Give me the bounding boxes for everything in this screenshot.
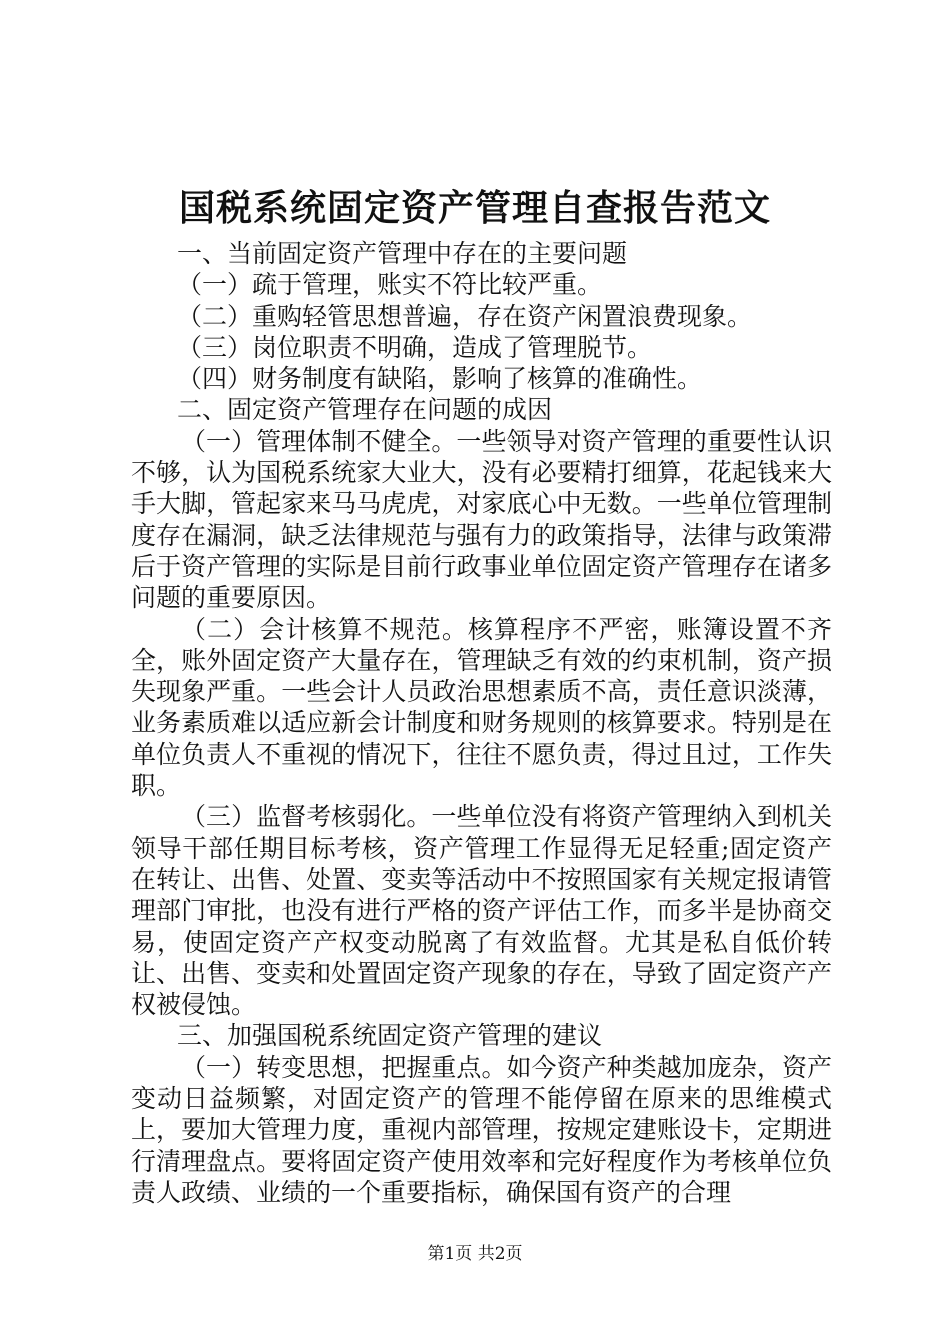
section-heading-2: 二、固定资产管理存在问题的成因 — [177, 395, 553, 425]
document-body — [131, 238, 832, 1208]
list-item: （二）重购轻管思想普遍，存在资产闲置浪费现象。 — [177, 301, 753, 331]
list-item: （一）疏于管理，账实不符比较严重。 — [177, 270, 603, 300]
paragraph: （三）监督考核弱化。一些单位没有将资产管理纳入到机关领导干部任期目标考核，资产管理工作显得无足轻重;固定资产在转让、出售、处置、变卖等活动中不按照国家有关规定报请管理部门审批，也没有进行严格的资产评估工作，而多半是协商交易，使固定资产产权变动脱离了有效监督。尤其是私自低价转让、出售、变卖和处置固定资产现象的存在，导致了固定资产产权被侵蚀。 — [131, 802, 832, 1020]
list-item: （三）岗位职责不明确，造成了管理脱节。 — [177, 332, 653, 362]
paragraph: （一）管理体制不健全。一些领导对资产管理的重要性认识不够，认为国税系统家大业大，没有必要精打细算，花起钱来大手大脚，管起家来马马虎虎，对家底心中无数。一些单位管理制度存在漏洞，缺乏法律规范与强有力的政策指导，法律与政策滞后于资产管理的实际是目前行政事业单位固定资产管理存在诸多问题的重要原因。 — [131, 426, 832, 613]
section-heading-3: 三、加强国税系统固定资产管理的建议 — [177, 1021, 603, 1051]
paragraph: （一）转变思想，把握重点。如今资产种类越加庞杂，资产变动日益频繁，对固定资产的管理不能停留在原来的思维模式上，要加大管理力度，重视内部管理，按规定建账设卡，定期进行清理盘点。要将固定资产使用效率和完好程度作为考核单位负责人政绩、业绩的一个重要指标，确保国有资产的合理 — [131, 1052, 832, 1207]
section-heading-1: 一、当前固定资产管理中存在的主要问题 — [177, 239, 628, 268]
list-item: （四）财务制度有缺陷，影响了核算的准确性。 — [177, 364, 703, 394]
document-title: 国税系统固定资产管理自查报告范文 — [178, 187, 771, 229]
paragraph: （二）会计核算不规范。核算程序不严密，账簿设置不齐全，账外固定资产大量存在，管理缺乏有效的约束机制，资产损失现象严重。一些会计人员政治思想素质不高，责任意识淡薄，业务素质难以适应新会计制度和财务规则的核算要求。特别是在单位负责人不重视的情况下，往往不愿负责，得过且过，工作失职。 — [131, 614, 832, 801]
page-footer: 第1页 共2页 — [427, 1244, 523, 1264]
